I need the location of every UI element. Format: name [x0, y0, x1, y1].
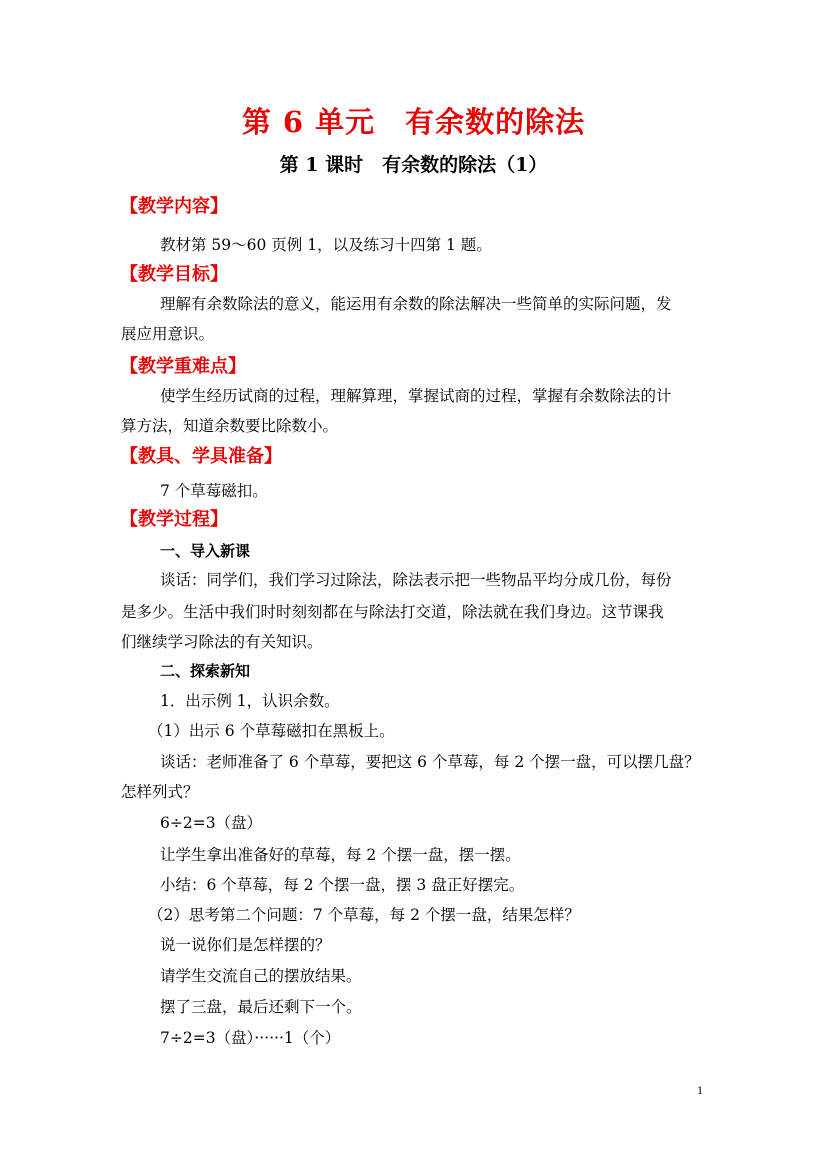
explore-line-8: （2）思考第二个问题：7 个草莓，每 2 个摆一盘，结果怎样？ [148, 906, 580, 924]
heading-teaching-content: 【教学内容】 [120, 196, 228, 217]
unit-title: 第 6 单元 有余数的除法 [241, 105, 586, 139]
intro-line-1: 谈话：同学们，我们学习过除法，除法表示把一些物品平均分成几份，每份 [160, 571, 672, 589]
explore-line-10: 请学生交流自己的摆放结果。 [160, 967, 362, 985]
explore-line-3: 谈话：老师准备了 6 个草莓，要把这 6 个草莓，每 2 个摆一盘，可以摆几盘？ [160, 753, 700, 771]
intro-line-2: 是多少。生活中我们时时刻刻都在与除法打交道，除法就在我们身边。这节课我 [121, 603, 664, 621]
goals-line-1: 理解有余数除法的意义，能运用有余数的除法解决一些简单的实际问题，发 [160, 295, 672, 313]
subheading-explore: 二、探索新知 [160, 662, 251, 680]
explore-line-7: 小结：6 个草莓，每 2 个摆一盘，摆 3 盘正好摆完。 [160, 876, 525, 894]
equation-1: 6÷2=3（盘） [160, 814, 263, 832]
explore-line-11: 摆了三盘，最后还剩下一个。 [160, 998, 362, 1016]
materials-line-1: 7 个草莓磁扣。 [160, 482, 268, 500]
lesson-title: 第 1 课时 有余数的除法（1） [279, 154, 548, 176]
explore-line-4: 怎样列式？ [121, 783, 199, 801]
key-points-line-2: 算方法，知道余数要比除数小。 [121, 417, 339, 435]
page-number: 1 [697, 1083, 703, 1097]
heading-key-points: 【教学重难点】 [120, 356, 246, 377]
explore-line-2: （1）出示 6 个草莓磁扣在黑板上。 [148, 722, 395, 740]
intro-line-3: 们继续学习除法的有关知识。 [121, 633, 323, 651]
goals-line-2: 展应用意识。 [121, 325, 215, 343]
explore-line-6: 让学生拿出准备好的草莓，每 2 个摆一盘，摆一摆。 [160, 846, 521, 864]
key-points-line-1: 使学生经历试商的过程，理解算理，掌握试商的过程，掌握有余数除法的计 [160, 387, 672, 405]
explore-line-9: 说一说你们是怎样摆的？ [160, 936, 331, 954]
content-line-1: 教材第 59～60 页例 1，以及练习十四第 1 题。 [160, 236, 492, 254]
heading-teaching-goals: 【教学目标】 [120, 264, 228, 285]
explore-line-1: 1．出示例 1，认识余数。 [160, 692, 340, 710]
heading-teaching-process: 【教学过程】 [120, 509, 228, 530]
heading-materials: 【教具、学具准备】 [120, 446, 282, 467]
subheading-intro: 一、导入新课 [160, 542, 251, 560]
equation-2: 7÷2=3（盘）······1（个） [160, 1029, 341, 1047]
